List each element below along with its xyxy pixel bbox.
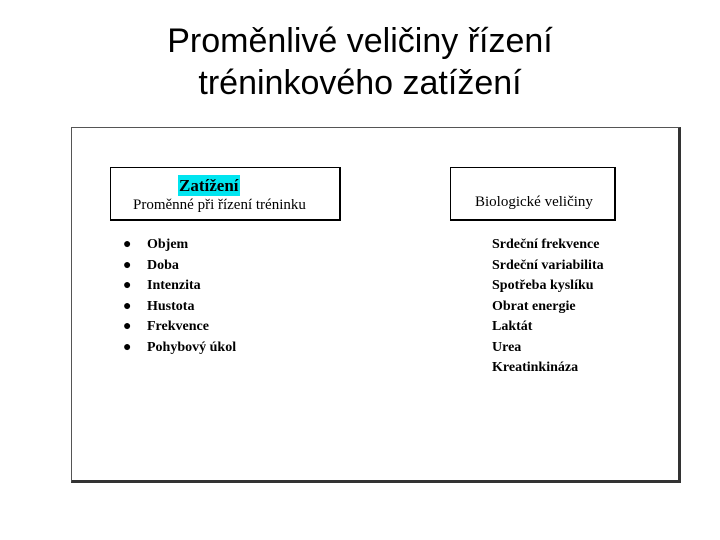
content-frame [71,127,681,483]
biological-label: Biologické veličiny [475,194,593,210]
load-subtitle: Proměnné při řízení tréninku [133,197,306,213]
bullet-icon: ● [123,278,132,293]
bullet-icon: ● [123,237,132,252]
list-item: Laktát [492,319,533,334]
list-item: ● Pohybový úkol [123,338,236,359]
load-variables-list [123,235,236,358]
title-line-1: Proměnlivé veličiny řízení [167,22,553,60]
list-item: Srdeční frekvence [492,237,600,252]
load-box [110,167,341,221]
list-item: Urea [492,339,522,355]
list-item: ● Frekvence [123,317,236,338]
list-item: Srdeční variabilita [492,257,604,273]
load-heading: Zatížení [179,176,239,195]
bullet-icon: ● [123,298,132,314]
biological-variables-list [492,235,604,379]
bullet-icon: ● [123,339,132,355]
biological-box [450,167,616,221]
list-item: Spotřeba kyslíku [492,278,594,293]
list-item: Kreatinkináza [492,360,579,375]
slide-title [0,20,720,104]
list-item: ● Hustota [123,297,236,318]
bullet-icon: ● [123,257,132,273]
bullet-icon: ● [123,319,132,334]
title-line-2: tréninkového zatížení [198,64,522,102]
list-item: ● Intenzita [123,276,236,297]
list-item: ● Objem [123,235,236,256]
list-item: ● Doba [123,256,236,277]
list-item: Obrat energie [492,298,576,314]
